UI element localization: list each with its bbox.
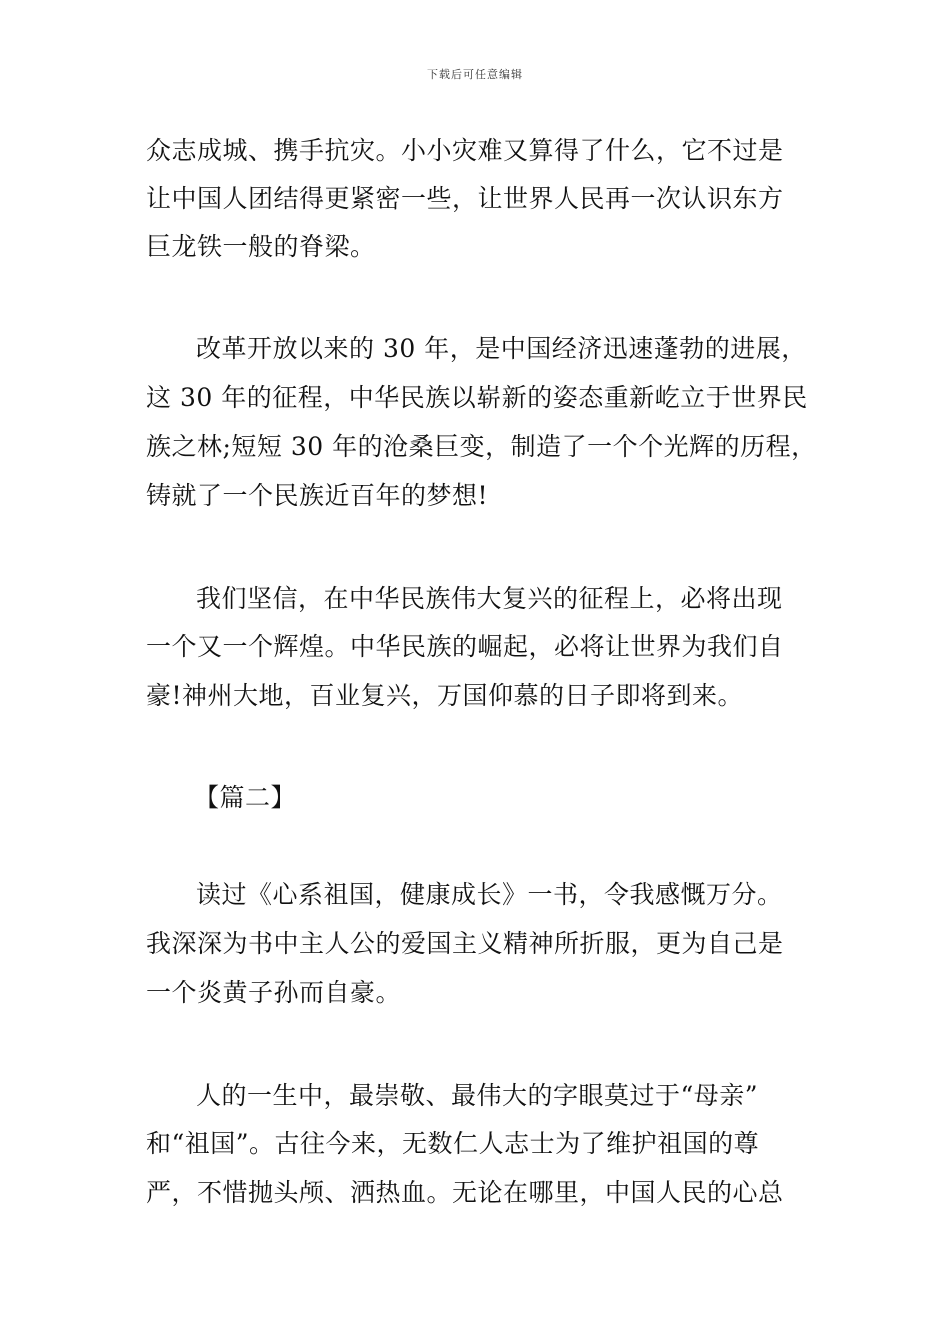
- paragraph-line: 众志成城、携手抗灾。小小灾难又算得了什么，它不过是: [146, 136, 784, 165]
- paragraph-line: 读过《心系祖国，健康成长》一书，令我感慨万分。: [196, 880, 783, 909]
- paragraph-line: 巨龙铁一般的脊梁。: [146, 232, 376, 261]
- paragraph-line: 和“祖国”。古往今来，无数仁人志士为了维护祖国的尊: [146, 1129, 760, 1158]
- paragraph-line: 我们坚信，在中华民族伟大复兴的征程上，必将出现: [196, 584, 783, 613]
- paragraph-line: 一个又一个辉煌。中华民族的崛起，必将让世界为我们自: [146, 632, 784, 661]
- paragraph-line: 族之林;短短 30 年的沧桑巨变，制造了一个个光辉的历程，: [146, 432, 817, 461]
- paragraph-line: 一个炎黄子孙而自豪。: [146, 978, 402, 1007]
- paragraph-line: 严，不惜抛头颅、洒热血。无论在哪里，中国人民的心总: [146, 1178, 784, 1207]
- paragraph-line: 让中国人团结得更紧密一些，让世界人民再一次认识东方: [146, 184, 784, 213]
- paragraph-line: 我深深为书中主人公的爱国主义精神所折服，更为自己是: [146, 929, 784, 958]
- paragraph-line: 铸就了一个民族近百年的梦想!: [146, 481, 489, 510]
- paragraph-line: 这 30 年的征程，中华民族以崭新的姿态重新屹立于世界民: [146, 383, 808, 412]
- page-header: 下载后可任意编辑: [427, 68, 523, 81]
- paragraph-line: 豪!神州大地，百业复兴，万国仰慕的日子即将到来。: [146, 681, 744, 710]
- section-heading: 【篇二】: [194, 783, 297, 812]
- paragraph-line: 改革开放以来的 30 年，是中国经济迅速蓬勃的进展，: [196, 334, 807, 363]
- paragraph-line: 人的一生中，最崇敬、最伟大的字眼莫过于“母亲”: [196, 1081, 759, 1110]
